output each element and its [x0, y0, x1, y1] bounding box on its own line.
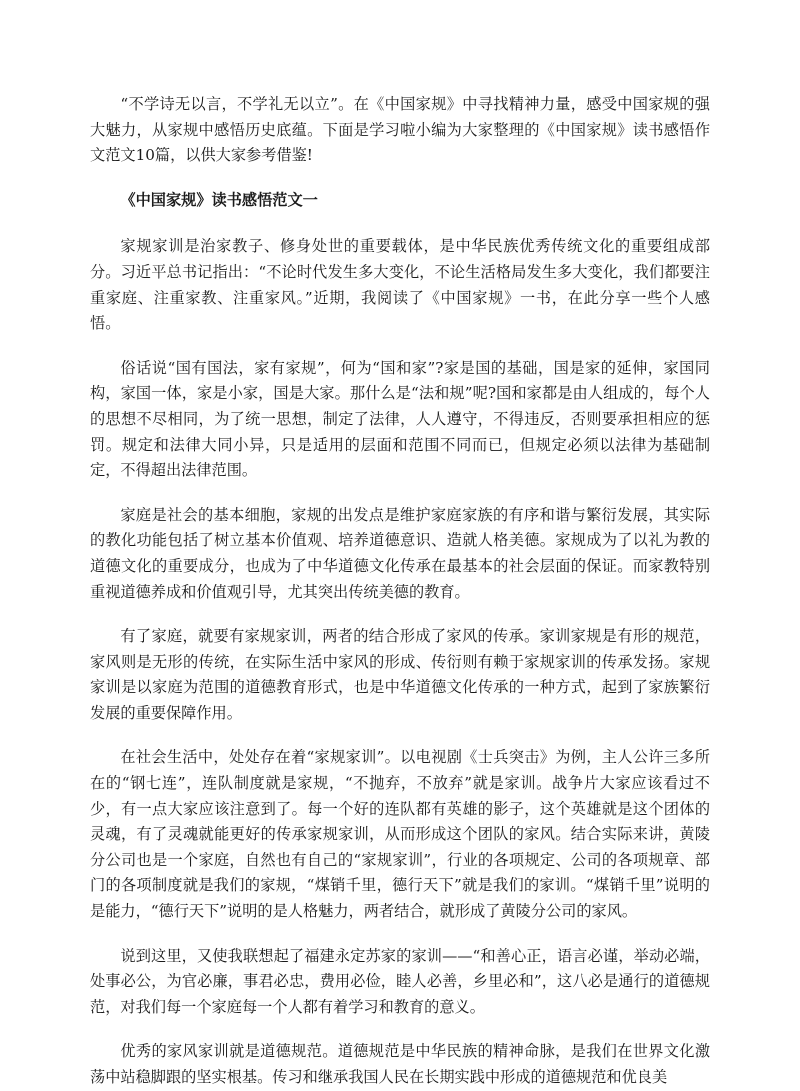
body-paragraph: 优秀的家风家训就是道德规范。道德规范是中华民族的精神命脉，是我们在世界文化激荡中站稳脚跟的坚实根基。传习和继承我国人民在长期实践中形成的道德规范和优良美: [90, 1042, 710, 1086]
body-paragraph: 说到这里，又使我联想起了福建永定苏家的家训——“和善心正，语言必谨，举动必端，处事必公，为官必廉，事君必忠，费用必俭，睦人必善，乡里必和”，这八必是通行的道德规范，对我们每一个家庭每一个人都有着学习和教育的意义。: [90, 946, 710, 1016]
intro-paragraph: “不学诗无以言，不学礼无以立”。在《中国家规》中寻找精神力量，感受中国家规的强大魅力，从家规中感悟历史底蕴。下面是学习啦小编为大家整理的《中国家规》读书感悟作文范文10篇，以供大家参考借鉴!: [90, 95, 710, 165]
section-title: 《中国家规》读书感悟范文一: [120, 190, 318, 209]
body-paragraph: 家庭是社会的基本细胞，家规的出发点是维护家庭家族的有序和谐与繁衍发展，其实际的教化功能包括了树立基本价值观、培养道德意识、造就人格美德。家规成为了以礼为教的道德文化的重要成分，也成为了中华道德文化传承在最基本的社会层面的保证。而家教特别重视道德养成和价值观引导，尤其突出传统美德的教育。: [90, 505, 710, 601]
body-paragraph: 有了家庭，就要有家规家训，两者的结合形成了家风的传承。家训家规是有形的规范，家风则是无形的传统，在实际生活中家风的形成、传衍则有赖于家规家训的传承发扬。家规家训是以家庭为范围的道德教育形式，也是中华道德文化传承的一种方式，起到了家族繁衍发展的重要保障作用。: [90, 627, 710, 722]
body-paragraph: 家规家训是治家教子、修身处世的重要载体，是中华民族优秀传统文化的重要组成部分。习近平总书记指出：“不论时代发生多大变化，不论生活格局发生多大变化，我们都要注重家庭、注重家教、注重家风。”近期，我阅读了《中国家规》一书，在此分享一些个人感悟。: [90, 237, 710, 333]
body-paragraph: 俗话说“国有国法，家有家规”，何为“国和家”?家是国的基础，国是家的延伸，家国同构，家国一体，家是小家，国是大家。那什么是“法和规”呢?国和家都是由人组成的，每个人的思想不尽相同，为了统一思想，制定了法律，人人遵守，不得违反，否则要承担相应的惩罚。规定和法律大同小异，只是适用的层面和范围不同而已，但规定必须以法律为基础制定，不得超出法律范围。: [90, 358, 710, 480]
body-paragraph: 在社会生活中，处处存在着“家规家训”。以电视剧《士兵突击》为例，主人公许三多所在的“钢七连”，连队制度就是家规，“不抛弃，不放弃”就是家训。战争片大家应该看过不少，有一点大家应该注意到了。每一个好的连队都有英雄的影子，这个英雄就是这个团体的灵魂，有了灵魂就能更好的传承家规家训，从而形成这个团队的家风。结合实际来讲，黄陵分公司也是一个家庭，自然也有自己的“家规家训”，行业的各项规定、公司的各项规章、部门的各项制度就是我们的家规，“煤销千里，德行天下”就是我们的家训。“煤销千里”说明的是能力，“德行天下”说明的是人格魅力，两者结合，就形成了黄陵分公司的家风。: [90, 748, 710, 921]
